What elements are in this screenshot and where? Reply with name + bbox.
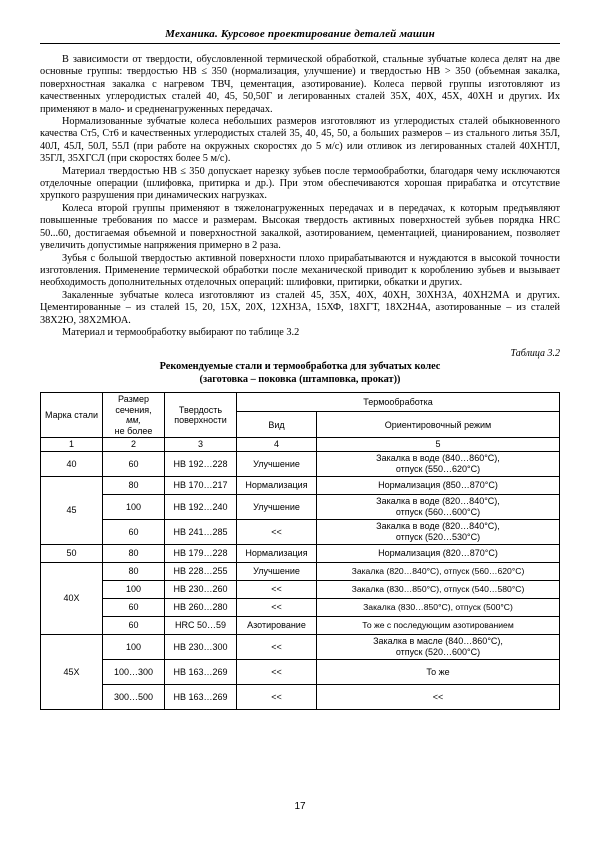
cell-mode [317,451,560,476]
col-num-1: 1 [41,438,103,452]
table-row [41,562,560,580]
paragraph-7: Материал и термообработку выбирают по таблице 3.2 [62,326,300,338]
cell-mode-l1: Закалка в воде (840…860°С), [376,453,500,464]
cell-mode: То же [317,659,560,684]
cell-mark: 50 [41,544,103,562]
cell-hardness: НВ 192…228 [165,451,237,476]
cell-mode: То же с последующим азотированием [317,616,560,634]
cell-kind: << [237,598,317,616]
cell-size: 100 [103,634,165,659]
cell-kind: << [237,634,317,659]
cell-hardness: НВ 230…260 [165,580,237,598]
col-num-4: 4 [237,438,317,452]
cell-mode-l1: Закалка в воде (820…840°С), [376,521,500,532]
cell-mode-l1: Закалка в масле (840…860°С), [373,636,503,647]
cell-mark: 40 [41,451,103,476]
cell-size: 60 [103,598,165,616]
table-title-line1: Рекомендуемые стали и термообработка для зубчатых колес [159,361,441,373]
paragraph-1: В зависимости от твердости, обусловленной термической обработкой, стальные зубчатые колеса делят на две основные группы: твердостью НВ ≤ 350 (нормализация, улучшение) и твердостью НВ > 350 (объемная закалка, поверхностная закалка с нагревом ТВЧ, цементация, азотирование). Колеса первой группы изготовляют из качественных углеродистых сталей 40, 45, 50,50Г и легированных сталей 35Х, 40Х, 45Х, 40ХН и других. Их применяют в мало- и средненагруженных передачах. [40,54,560,115]
table-title-line2: (заготовка – поковка (штамповка, прокат)) [199,373,401,385]
table-row [41,634,560,659]
cell-size: 60 [103,519,165,544]
cell-kind: << [237,580,317,598]
table-row [41,519,560,544]
cell-kind: << [237,659,317,684]
steels-table [40,392,560,710]
cell-size: 80 [103,544,165,562]
cell-mode: << [317,684,560,709]
table-row [41,580,560,598]
table-row [41,616,560,634]
col-num-3: 3 [165,438,237,452]
paragraph-2: Нормализованные зубчатые колеса небольших размеров изготовляют из углеродистых сталей обыкновенного качества Ст5, Ст6 и качественных углеродистых сталей 35, 40, 45, 50, а больших размеров – из стального литья 35Л, 40Л, 45Л, 50Л, 55Л (при работе на окружных скоростях до 5 м/с) или отливок из легированных сталей 40ХНТЛ, 35ГЛ, 35ХГСЛ (при скоростях более 5 м/с). [40,116,560,165]
header-hardness-l2: поверхности [174,415,227,426]
page-number: 17 [294,801,306,812]
cell-size: 100…300 [103,659,165,684]
cell-mark: 45 [41,476,103,544]
cell-size: 60 [103,451,165,476]
header-size-l1: Размер [118,394,149,405]
table-number-row [41,438,560,452]
header-size [103,393,165,438]
cell-mode-l2: отпуск (520…600°С) [395,646,481,657]
cell-size: 80 [103,476,165,494]
cell-kind: Улучшение [237,494,317,519]
header-kind: Вид [237,412,317,438]
table-row [41,684,560,709]
table-row [41,544,560,562]
cell-mode: Нормализация (820…870°С) [317,544,560,562]
cell-kind: Улучшение [237,451,317,476]
header-size-l3: мм, [126,415,141,426]
cell-mode-l2: отпуск (550…620°С) [395,463,481,474]
cell-kind: Улучшение [237,562,317,580]
header-divider [40,43,560,44]
cell-kind: << [237,684,317,709]
cell-size: 100 [103,494,165,519]
cell-hardness: НВ 170…217 [165,476,237,494]
cell-size: 300…500 [103,684,165,709]
cell-mode [317,494,560,519]
cell-hardness: НВ 228…255 [165,562,237,580]
paragraph-6: Закаленные зубчатые колеса изготовляют из сталей 45, 35Х, 40Х, 40ХН, 30ХН3А, 40ХН2МА и других. Цементированные – из сталей 15, 20, 15Х, 20Х, 12ХН3А, 15ХФ, 18ХГТ, 18Х2Н4А, азотированные – из сталей 38Х2Ю, 38Х2МЮА. [40,289,560,326]
cell-mark: 40Х [41,562,103,634]
table-row [41,659,560,684]
header-size-l2: сечения, [115,404,152,415]
header-heattreatment: Термообработка [237,393,560,412]
paragraph-4: Колеса второй группы применяют в тяжелонагруженных передачах и в передачах, к которым предъявляют повышенные требования по массе и размерам. Высокая твердость активных поверхностей зубьев порядка HRC 50...60, достигаемая объемной и поверхностной закалкой, азотированием, цементацией, цианированием, позволяет увеличить допустимые напряжения примерно в 2 раза. [40,202,560,252]
cell-kind: Нормализация [237,544,317,562]
cell-hardness: НВ 163…269 [165,659,237,684]
table-row [41,451,560,476]
cell-mode-l2: отпуск (520…530°С) [395,531,481,542]
running-header: Механика. Курсовое проектирование деталей машин [165,28,435,40]
cell-kind: Азотирование [237,616,317,634]
header-size-l4: не более [114,425,153,436]
cell-hardness: НВ 260…280 [165,598,237,616]
cell-mode: Закалка (830…850°С), отпуск (540…580°С) [317,580,560,598]
table-title [40,361,560,386]
cell-mode-l2: отпуск (560…600°С) [395,506,481,517]
cell-hardness: HRC 50…59 [165,616,237,634]
cell-hardness: НВ 192…240 [165,494,237,519]
table-caption: Таблица 3.2 [510,348,560,360]
paragraph-5: Зубья с большой твердостью активной поверхности плохо прирабатываются и нуждаются в высокой точности изготовления. Применение термической обработки после механической приводит к короблению зубьев и вызывает необходимость дополнительных отделочных операций: шлифовки, притирки, обкатки и других. [40,252,560,289]
cell-kind: Нормализация [237,476,317,494]
header-hardness-l1: Твердость [178,404,223,415]
header-mode: Ориентировочный режим [317,412,560,438]
cell-size: 100 [103,580,165,598]
cell-mode: Нормализация (850…870°С) [317,476,560,494]
header-hardness [165,393,237,438]
cell-hardness: НВ 163…269 [165,684,237,709]
table-row [41,598,560,616]
col-num-2: 2 [103,438,165,452]
cell-size: 60 [103,616,165,634]
table-row [41,476,560,494]
cell-hardness: НВ 241…285 [165,519,237,544]
cell-mode-l1: Закалка в воде (820…840°С), [376,496,500,507]
header-mark: Марка стали [41,393,103,438]
paragraph-3: Материал твердостью НВ ≤ 350 допускает нарезку зубьев после термообработки, благодаря чему исключаются отделочные операции (шлифовка, притирка и др.). При этом обеспечиваются хорошая прирабатка и отсутствие хрупкого разрушения при динамических нагрузках. [40,165,560,202]
cell-mode [317,634,560,659]
cell-mode [317,519,560,544]
table-row [41,494,560,519]
cell-size: 80 [103,562,165,580]
table-header-row-1 [41,393,560,412]
cell-hardness: НВ 179…228 [165,544,237,562]
cell-kind: << [237,519,317,544]
cell-hardness: НВ 230…300 [165,634,237,659]
cell-mode: Закалка (830…850°С), отпуск (500°С) [317,598,560,616]
col-num-5: 5 [317,438,560,452]
cell-mode: Закалка (820…840°С), отпуск (560…620°С) [317,562,560,580]
cell-mark: 45Х [41,634,103,709]
